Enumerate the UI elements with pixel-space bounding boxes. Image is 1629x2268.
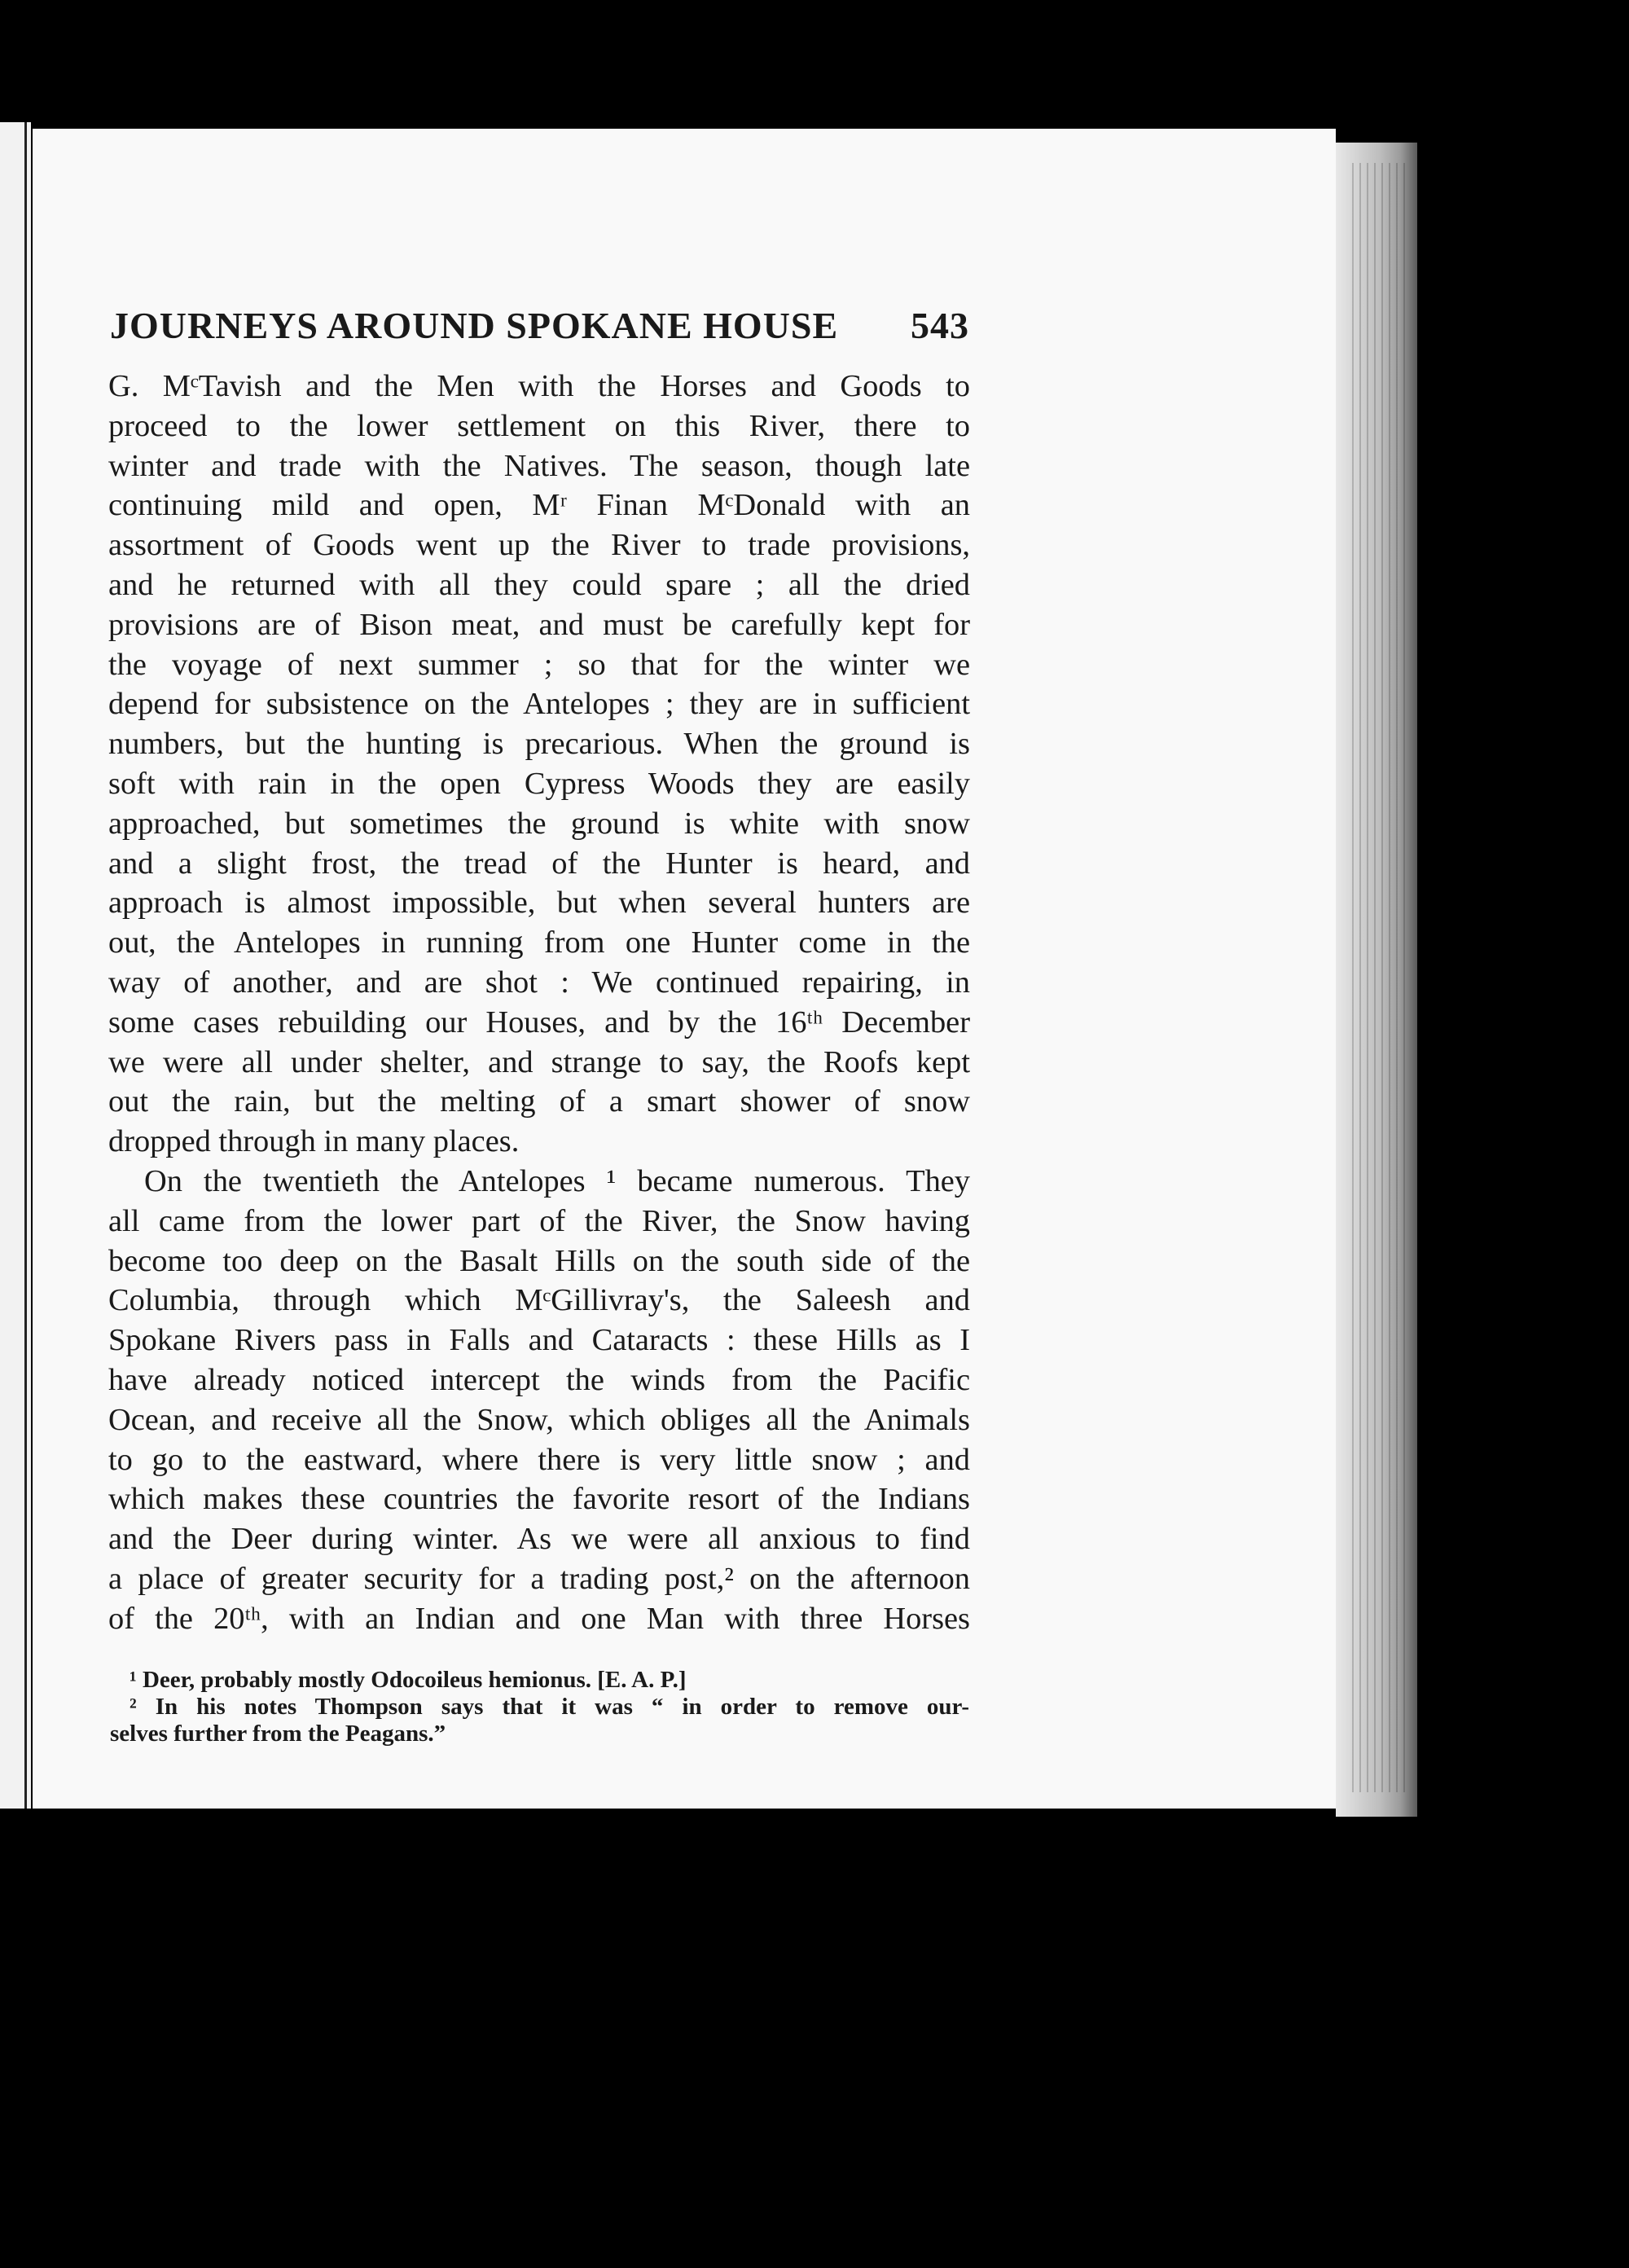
text-line: On the twentieth the Antelopes ¹ became numerous. They [144,1163,970,1198]
text-line: Ocean, and receive all the Snow, which obliges all the Animals [108,1402,970,1437]
text-line: assortment of Goods went up the River to trade provisions, [108,528,970,563]
text-line: some cases rebuilding our Houses, and by the 16ᵗʰ December [108,1004,970,1040]
footnote-2: ² In his notes Thompson says that it was “ in order to remove our- [130,1694,969,1720]
text-line: all came from the lower part of the River, the Snow having [108,1203,970,1238]
text-line: and the Deer during winter. As we were all anxious to find [108,1522,970,1557]
footnote-2-continued: selves further from the Peagans.” [110,1721,446,1747]
text-line: G. MᶜTavish and the Men with the Horses and Goods to [108,369,970,403]
text-line: the voyage of next summer ; so that for the winter we [108,647,970,682]
text-line: Spokane Rivers pass in Falls and Cataracts : these Hills as I [108,1323,970,1358]
text-line: soft with rain in the open Cypress Woods they are easily [108,766,970,801]
page-stack-lines [1352,163,1409,1792]
text-line: approached, but sometimes the ground is white with snow [108,806,970,841]
text-line: winter and trade with the Natives. The season, though late [108,448,970,483]
text-line: to go to the eastward, where there is very little snow ; and [108,1442,970,1477]
text-line: we were all under shelter, and strange to say, the Roofs kept [108,1044,970,1079]
footnotes [110,1667,969,1747]
text-line: Columbia, through which MᶜGillivray's, the Saleesh and [108,1283,970,1318]
page-number: 543 [911,305,969,346]
text-line: become too deep on the Basalt Hills on the south side of the [108,1243,970,1278]
text-line: which makes these countries the favorite resort of the Indians [108,1482,970,1517]
text-line: approach is almost impossible, but when several hunters are [108,886,970,921]
text-line: depend for subsistence on the Antelopes ; they are in sufficient [108,687,970,722]
text-line: proceed to the lower settlement on this River, there to [108,408,970,443]
text-line: dropped through in many places. [108,1124,520,1159]
text-line: a place of greater security for a trading post,² on the afternoon [108,1561,970,1596]
text-line: way of another, and are shot : We continued repairing, in [108,965,970,1000]
text-line: and he returned with all they could spare ; all the dried [108,567,970,602]
body-text [108,367,970,1639]
text-line: out the rain, but the melting of a smart shower of snow [108,1084,970,1119]
text-line: numbers, but the hunting is precarious. When the ground is [108,727,970,762]
chapter-title: JOURNEYS AROUND SPOKANE HOUSE [110,305,839,346]
text-line: continuing mild and open, Mʳ Finan MᶜDonald with an [108,488,970,523]
book-gutter [24,122,27,1809]
text-line: provisions are of Bison meat, and must be carefully kept for [108,607,970,642]
text-line: of the 20ᵗʰ, with an Indian and one Man with three Horses [108,1601,970,1636]
footnote-1: ¹ Deer, probably mostly Odocoileus hemionus. [E. A. P.] [130,1667,687,1693]
text-line: and a slight frost, the tread of the Hunter is heard, and [108,846,970,881]
text-line: have already noticed intercept the winds from the Pacific [108,1362,970,1397]
text-line: out, the Antelopes in running from one Hunter come in the [108,925,970,960]
